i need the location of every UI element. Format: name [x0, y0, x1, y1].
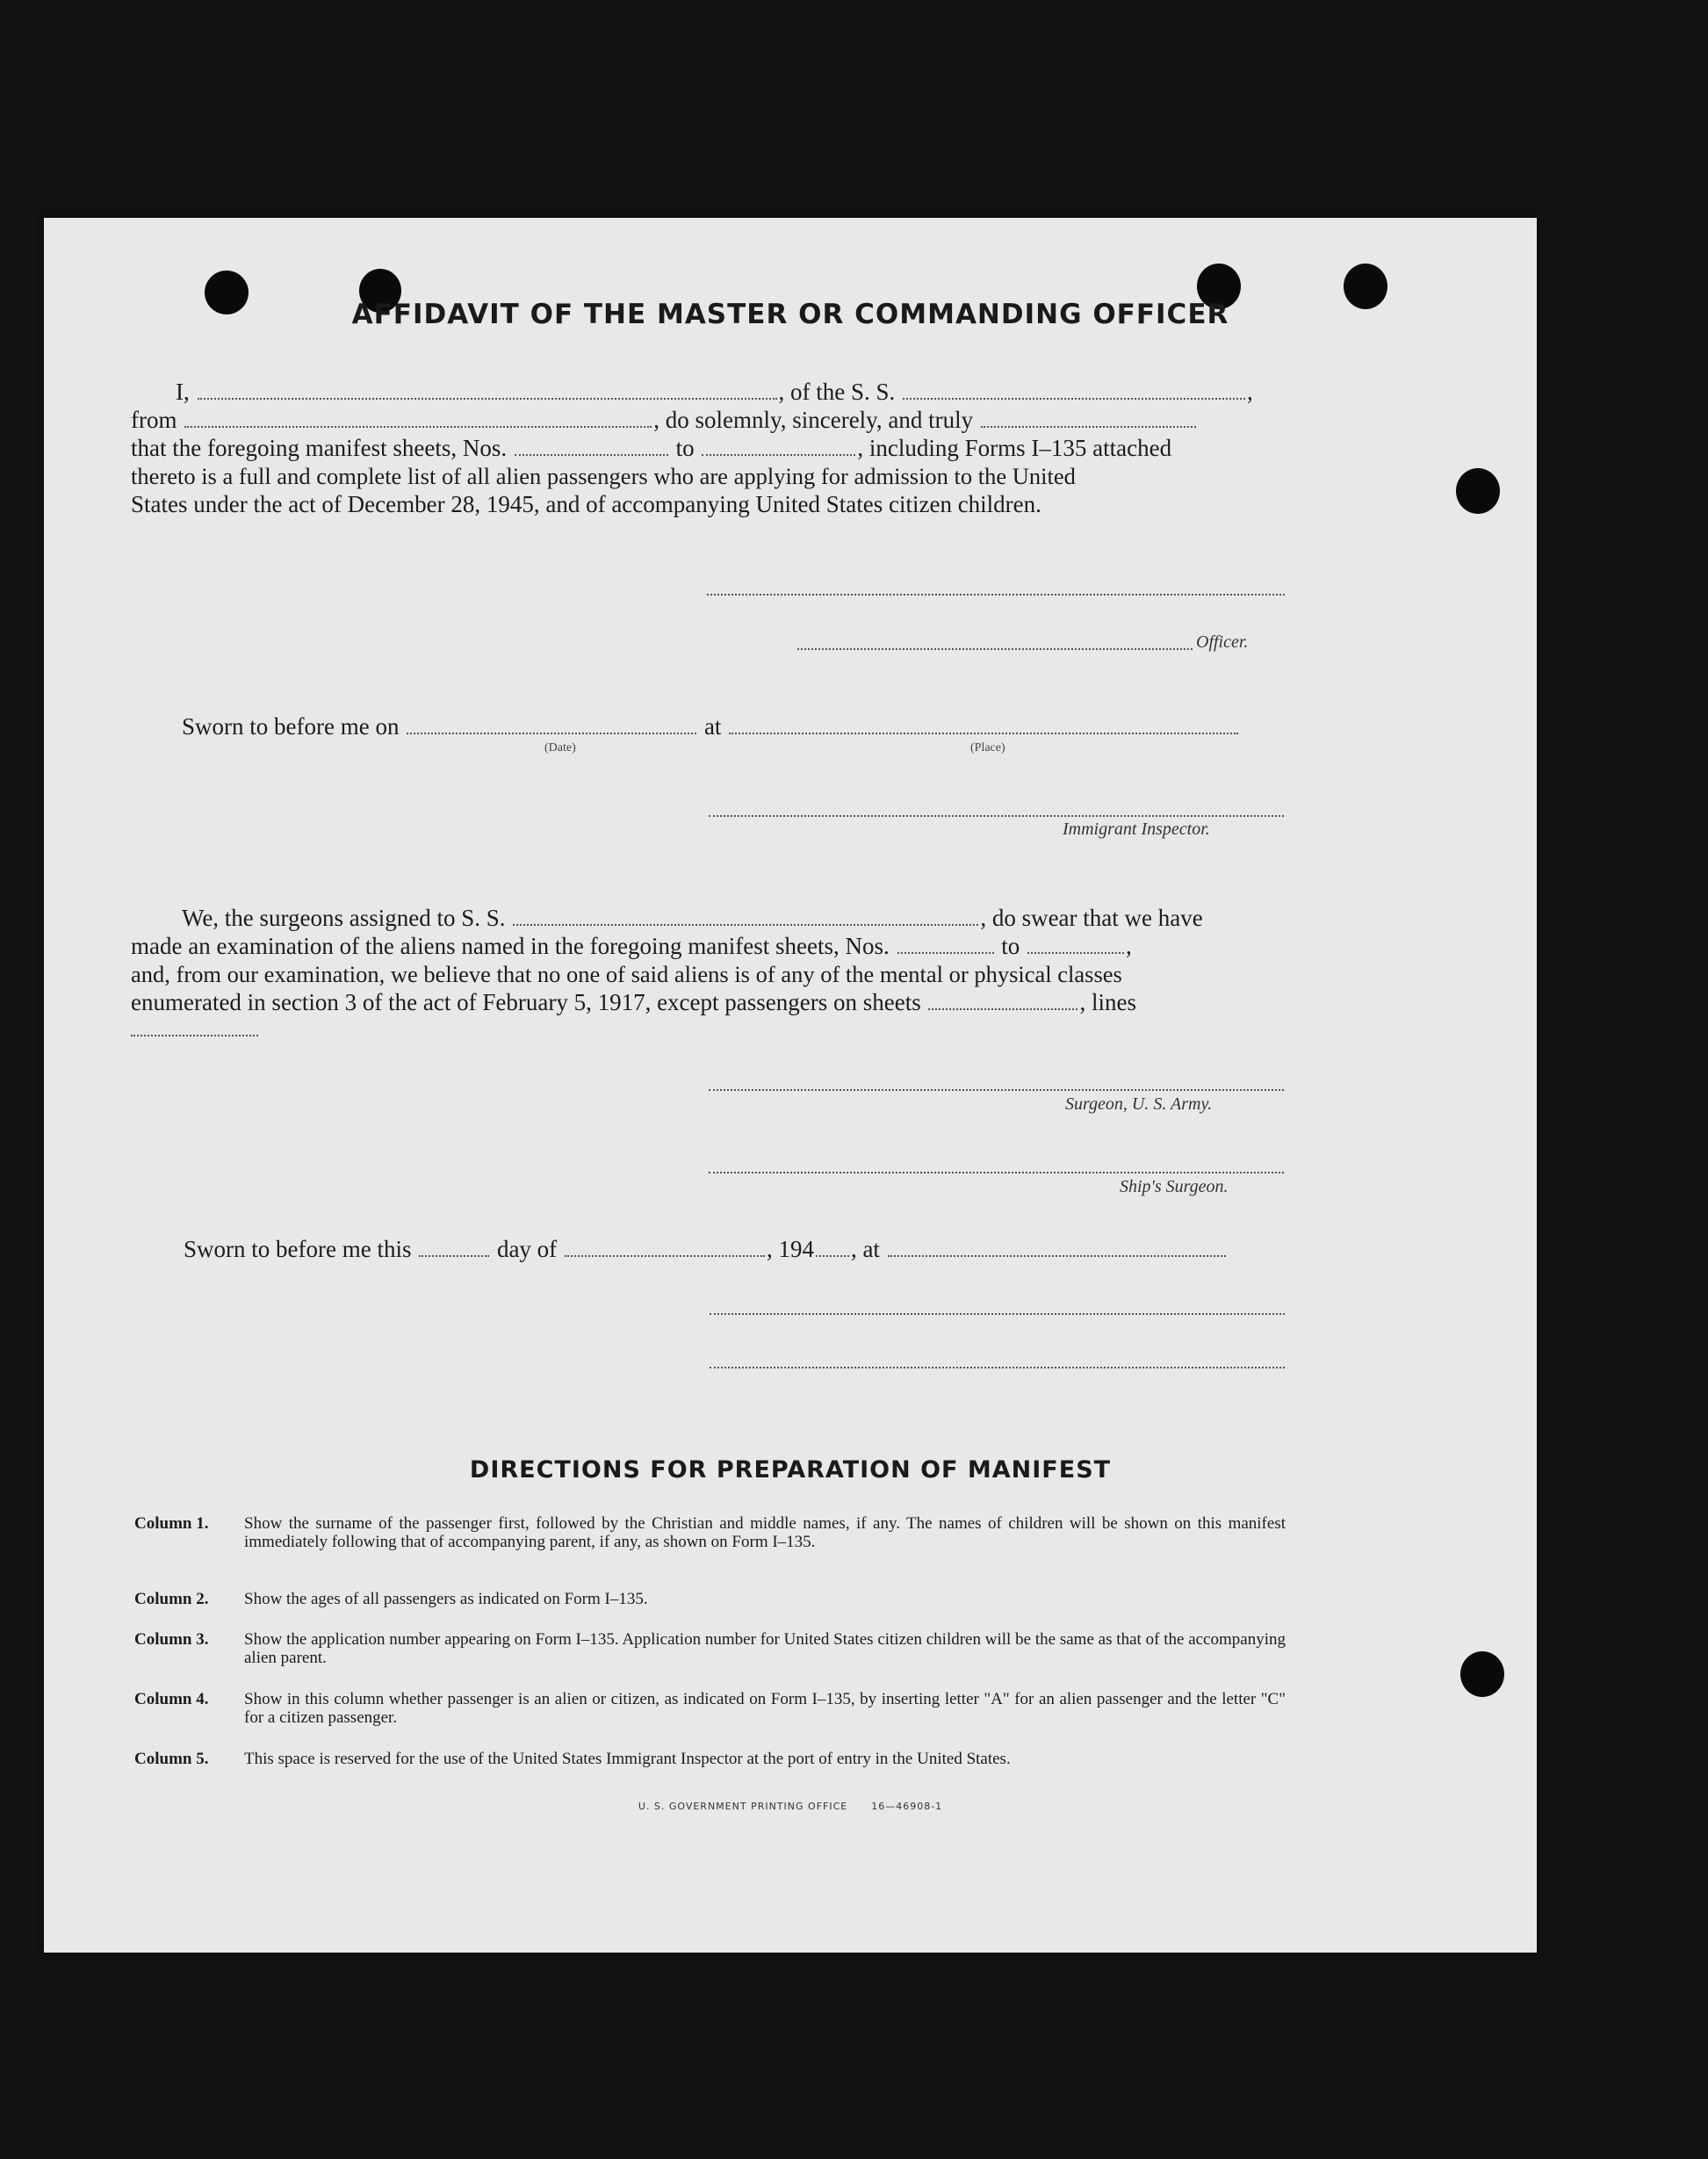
affidavit-line-1: I, , of the S. S. ,	[176, 379, 1253, 405]
ship-name-blank[interactable]	[903, 398, 1245, 400]
army-surgeon-signature-line[interactable]	[709, 1089, 1284, 1091]
directions-title: DIRECTIONS FOR PREPARATION OF MANIFEST	[469, 1456, 1112, 1484]
printer-office: U. S. GOVERNMENT PRINTING OFFICE	[638, 1801, 848, 1812]
affidavit-line-4: thereto is a full and complete list of all alien passengers who are applying for admission to the United	[131, 463, 1076, 489]
direction-3-text: Show the application number appearing on Form I–135. Application number for United States citizen children will be the same as that of the accompanying alien parent.	[244, 1630, 1286, 1667]
place-caption: (Place)	[970, 741, 1005, 755]
direction-4-label: Column 4.	[134, 1690, 209, 1708]
ship-surgeon-signature-line[interactable]	[709, 1172, 1284, 1173]
sworn-line-1: Sworn to before me on at	[182, 712, 1240, 740]
punch-hole	[1456, 468, 1500, 514]
sworn-place-blank[interactable]	[729, 733, 1238, 734]
origin-blank[interactable]	[184, 426, 652, 428]
direction-3-label: Column 3.	[134, 1630, 209, 1649]
affidavit-line-5: States under the act of December 28, 1945, and of accompanying United States citizen children.	[131, 491, 1041, 517]
inspector-signature-line[interactable]	[709, 815, 1284, 817]
surgeons-line-4: enumerated in section 3 of the act of February 5, 1917, except passengers on sheets , lines	[131, 989, 1136, 1015]
except-sheets-blank[interactable]	[928, 1008, 1077, 1010]
sworn2-signature-line[interactable]	[710, 1313, 1285, 1315]
surgeon-sheet-to-blank[interactable]	[1027, 952, 1124, 954]
except-lines-blank[interactable]	[131, 1035, 258, 1036]
direction-1-label: Column 1.	[134, 1514, 209, 1533]
officer-name-line[interactable]	[797, 648, 1193, 650]
sworn-at-blank[interactable]	[888, 1255, 1226, 1257]
surgeons-line-3: and, from our examination, we believe that no one of said aliens is of any of the mental or physical classes	[131, 961, 1122, 987]
name-blank[interactable]	[198, 398, 777, 400]
direction-1-text: Show the surname of the passenger first, followed by the Christian and middle names, if any. The names of children will be shown on this manifest immediately following that of accompanying parent, if any, as shown on Form I–135.	[244, 1514, 1286, 1551]
surgeons-line-1: We, the surgeons assigned to S. S. , do swear that we have	[182, 905, 1203, 931]
sworn-date-blank[interactable]	[407, 733, 696, 734]
surgeon-ship-blank[interactable]	[513, 924, 978, 926]
sworn-month-blank[interactable]	[565, 1255, 765, 1257]
affidavit-title: AFFIDAVIT OF THE MASTER OR COMMANDING OFFICER	[351, 299, 1229, 330]
printer-imprint	[44, 1801, 1537, 1812]
sheet-to-blank[interactable]	[702, 454, 855, 456]
affidavit-line-3: that the foregoing manifest sheets, Nos. to , including Forms I–135 attached	[131, 435, 1172, 461]
direction-4-text: Show in this column whether passenger is an alien or citizen, as indicated on Form I–135, by inserting letter "A" for an alien passenger and the letter "C" for a citizen passenger.	[244, 1690, 1286, 1727]
direction-5-text: This space is reserved for the use of the United States Immigrant Inspector at the port of entry in the United States.	[244, 1750, 1011, 1768]
inspector-label: Immigrant Inspector.	[1063, 820, 1210, 839]
swear-blank[interactable]	[981, 426, 1196, 428]
officer-signature-line[interactable]	[707, 594, 1285, 596]
form-sheet	[44, 218, 1537, 1953]
printer-code: 16—46908-1	[871, 1801, 943, 1812]
officer-label: Officer.	[1196, 632, 1249, 652]
sworn2-title-line[interactable]	[710, 1367, 1285, 1368]
ship-surgeon-label: Ship's Surgeon.	[1120, 1177, 1229, 1196]
direction-5-label: Column 5.	[134, 1750, 209, 1768]
army-surgeon-label: Surgeon, U. S. Army.	[1065, 1094, 1213, 1114]
sworn-line-2: Sworn to before me this day of , 194 , at	[184, 1235, 1228, 1263]
direction-2-label: Column 2.	[134, 1590, 209, 1608]
sheet-from-blank[interactable]	[515, 454, 668, 456]
sworn-year-blank[interactable]	[816, 1255, 849, 1257]
direction-2-text: Show the ages of all passengers as indicated on Form I–135.	[244, 1590, 648, 1608]
surgeon-sheet-from-blank[interactable]	[897, 952, 994, 954]
affidavit-line-2: from , do solemnly, sincerely, and truly	[131, 406, 1198, 434]
punch-hole	[1460, 1651, 1504, 1697]
date-caption: (Date)	[544, 741, 576, 755]
sworn-day-blank[interactable]	[419, 1255, 489, 1257]
surgeons-line-2: made an examination of the aliens named in the foregoing manifest sheets, Nos. to ,	[131, 933, 1132, 959]
